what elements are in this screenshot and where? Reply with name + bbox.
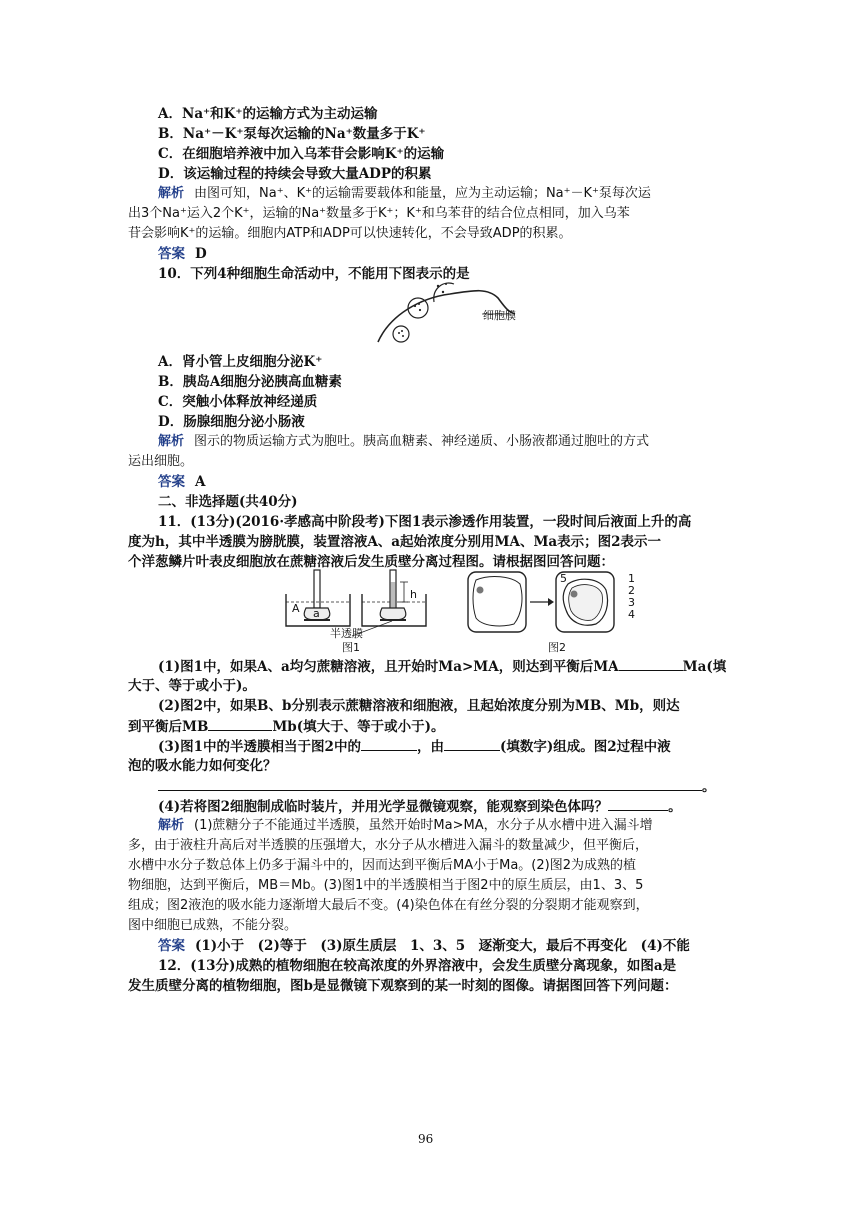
q11-explanation-line-3: 水槽中水分子数总体上仍多于漏斗中的，因而达到平衡后MA小于Ma。(2)图2为成熟的植 <box>128 858 636 873</box>
figure-2-plasmolysis <box>462 566 622 638</box>
q11-explanation-line-2: 多，由于液柱升高后对半透膜的压强增大，水分子从水槽进入漏斗的数量减少，但平衡后， <box>128 838 649 853</box>
fig2-number-2: 2 <box>628 584 635 597</box>
q11-answer: 答案 (1)小于 (2)等于 (3)原生质层 1、3、5 逐渐变大，最后不再变化 (4)不能 <box>158 938 690 954</box>
section-heading: 二、非选择题(共40分) <box>158 494 298 510</box>
q11-part-2-line-2: 到平衡后MB Mb(填大于、等于或小于)。 <box>128 716 445 737</box>
fig1-label-h: h <box>410 588 417 601</box>
q10-option-c: C．突触小体释放神经递质 <box>158 394 318 410</box>
q11-explanation-line-6: 图中细胞已成熟，不能分裂。 <box>128 918 298 933</box>
q10-option-d: D．肠腺细胞分泌小肠液 <box>158 414 305 430</box>
q11-part-1-line-1: (1)图1中，如果A、a均匀蔗糖溶液，且开始时Ma>MA，则达到平衡后MA Ma(填 <box>158 656 726 677</box>
q9-explanation-line-1: 解析 由图可知，Na⁺、K⁺的运输需要载体和能量，应为主动运输；Na⁺－K⁺泵每次运 <box>158 186 651 201</box>
page-number: 96 <box>418 1132 434 1146</box>
fig2-number-1: 1 <box>628 572 635 585</box>
q11-part-2-line-1: (2)图2中，如果B、b分别表示蔗糖溶液和细胞液，且起始浓度分别为MB、Mb，则达 <box>158 698 680 714</box>
q11-part-3-blank-2[interactable] <box>444 736 500 751</box>
q11-part-4: (4)若将图2细胞制成临时装片，并用光学显微镜观察，能观察到染色体吗？ 。 <box>158 796 682 817</box>
q12-stem-line-2: 发生质壁分离的植物细胞，图b是显微镜下观察到的某一时刻的图像。请据图回答下列问题： <box>128 978 678 994</box>
q11-part-3-blank-1[interactable] <box>361 736 417 751</box>
q10-explanation-line-1: 解析 图示的物质运输方式为胞吐。胰高血糖素、神经递质、小肠液都通过胞吐的方式 <box>158 434 650 449</box>
fig1-membrane-label: 半透膜 <box>330 627 363 640</box>
q10-stem: 10．下列4种细胞生命活动中，不能用下图表示的是 <box>158 266 470 282</box>
q11-explanation-label: 解析 <box>158 818 185 833</box>
q9-option-d: D．该运输过程的持续会导致大量ADP的积累 <box>158 166 432 182</box>
q11-stem-line-1: 11．(13分)(2016·孝感高中阶段考)下图1表示渗透作用装置，一段时间后液面上升的高 <box>158 514 692 530</box>
q11-stem-line-3: 个洋葱鳞片叶表皮细胞放在蔗糖溶液后发生质壁分离过程图。请根据图回答问题： <box>128 554 614 570</box>
q10-answer: 答案 A <box>158 474 206 490</box>
fig1-label-A: A <box>292 602 300 615</box>
q11-answer-label: 答案 <box>158 938 185 954</box>
fig1-caption: 图1 <box>342 641 360 654</box>
q11-stem-line-2: 度为h，其中半透膜为膀胱膜，装置溶液A、a起始浓度分别用MA、Ma表示；图2表示一 <box>128 534 662 550</box>
q11-part-4-blank[interactable] <box>608 796 668 811</box>
q10-explanation-line-2: 运出细胞。 <box>128 454 194 469</box>
q11-part-3-blank-3[interactable] <box>158 776 702 791</box>
q11-part-3-line-3: 。 <box>158 776 716 797</box>
q9-option-c: C．在细胞培养液中加入乌苯苷会影响K⁺的运输 <box>158 146 445 162</box>
q11-part-3-line-1: (3)图1中的半透膜相当于图2中的 ，由 (填数字)组成。图2过程中液 <box>158 736 671 757</box>
q11-part-1-line-2: 大于、等于或小于)。 <box>128 678 256 694</box>
q9-answer: 答案 D <box>158 246 207 262</box>
q10-option-b: B．胰岛A细胞分泌胰高血糖素 <box>158 374 342 390</box>
q11-part-1-blank[interactable] <box>619 656 683 671</box>
q11-explanation-line-5: 组成；图2液泡的吸水能力逐渐增大最后不变。(4)染色体在有丝分裂的分裂期才能观察到， <box>128 898 649 913</box>
cell-membrane-label: 细胞膜 <box>483 309 516 322</box>
q11-explanation-line-4: 物细胞，达到平衡后，MB＝Mb。(3)图1中的半透膜相当于图2中的原生质层，由1、3、5 <box>128 878 644 893</box>
q11-explanation-line-1: 解析 (1)蔗糖分子不能通过半透膜，虽然开始时Ma>MA，水分子从水槽中进入漏斗增 <box>158 818 653 833</box>
q11-source: (2016·孝感高中阶段考) <box>235 514 385 530</box>
q9-explanation-line-2: 出3个Na⁺运入2个K⁺，运输的Na⁺数量多于K⁺；K⁺和乌苯苷的结合位点相同，加入乌苯 <box>128 206 630 221</box>
q12-stem-line-1: 12．(13分)成熟的植物细胞在较高浓度的外界溶液中，会发生质壁分离现象，如图a是 <box>158 958 677 974</box>
q10-explanation-label: 解析 <box>158 434 185 449</box>
fig1-label-a: a <box>313 607 320 620</box>
fig2-number-4: 4 <box>628 608 635 621</box>
fig2-number-5: 5 <box>560 572 567 585</box>
q9-answer-label: 答案 <box>158 246 185 262</box>
q9-explanation-label: 解析 <box>158 186 185 201</box>
fig2-caption: 图2 <box>548 641 566 654</box>
q9-option-a: A．Na⁺和K⁺的运输方式为主动运输 <box>158 106 378 122</box>
q10-answer-label: 答案 <box>158 474 185 490</box>
q11-part-2-blank[interactable] <box>208 716 272 731</box>
q11-part-3-line-2: 泡的吸水能力如何变化？ <box>128 758 277 774</box>
fig2-number-3: 3 <box>628 596 635 609</box>
q10-option-a: A．肾小管上皮细胞分泌K⁺ <box>158 354 323 370</box>
q9-explanation-line-3: 苷会影响K⁺的运输。细胞内ATP和ADP可以快速转化，不会导致ADP的积累。 <box>128 226 572 241</box>
q9-option-b: B．Na⁺－K⁺泵每次运输的Na⁺数量多于K⁺ <box>158 126 426 142</box>
